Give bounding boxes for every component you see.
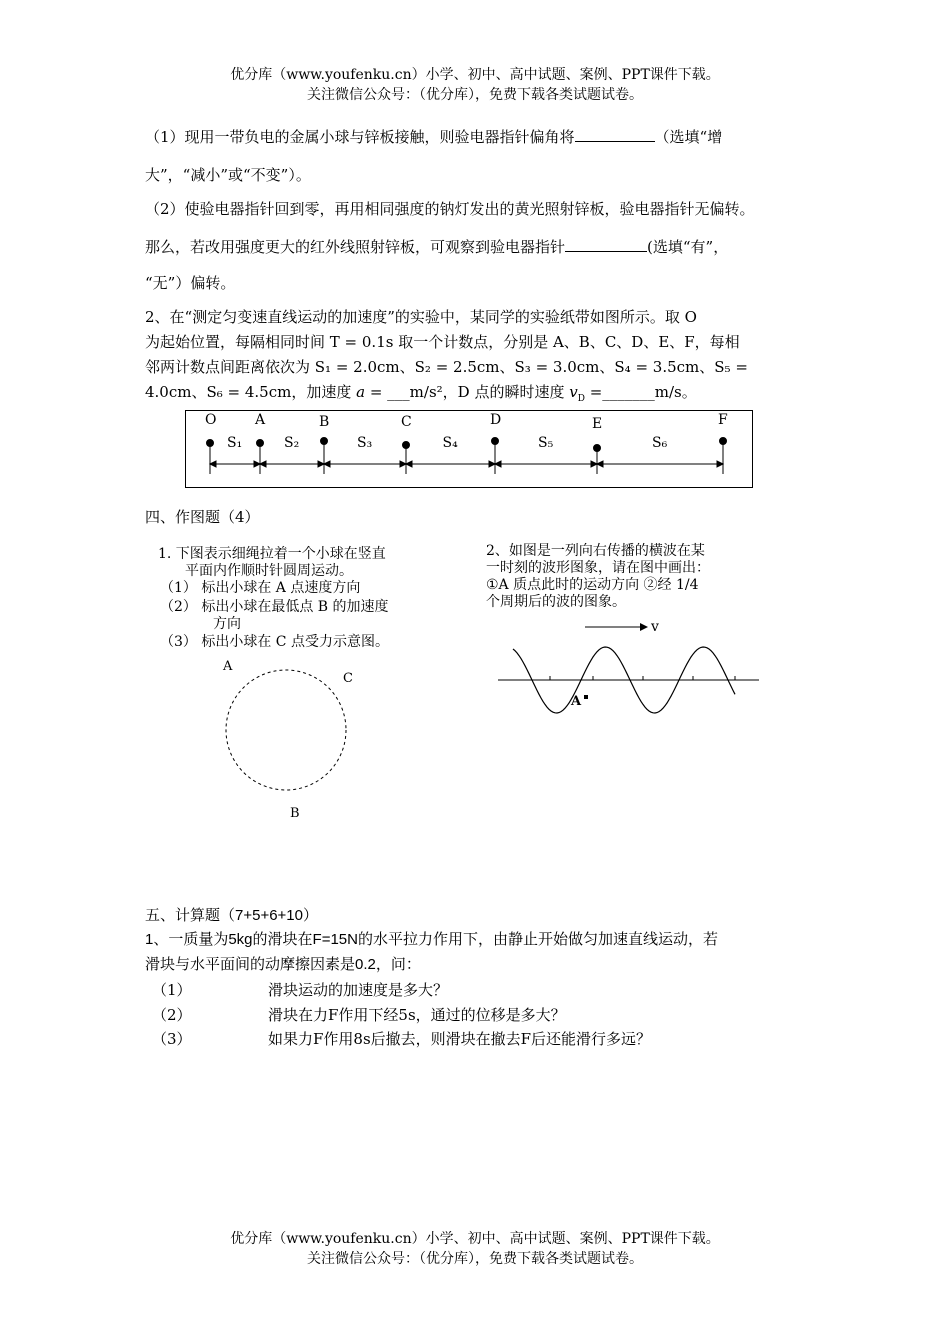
photo-q2-question: 那么，若改用强度更大的红外线照射锌板，可观察到验电器指针 bbox=[145, 238, 566, 256]
tape-q-text-c: =_______m/s。 bbox=[584, 383, 697, 401]
tape-q-line-2: 为起始位置，每隔相同时间 T = 0.1s 取一个计数点，分别是 A、B、C、D、E、F，每相 bbox=[145, 333, 740, 351]
photo-q2-line bbox=[145, 236, 728, 257]
tape-arrow-left bbox=[260, 461, 266, 467]
photo-q1-options: （选填“增 bbox=[654, 128, 723, 146]
velocity-symbol: v bbox=[569, 383, 578, 401]
velocity-label: v bbox=[651, 619, 659, 635]
draw-q2-line-2: 一时刻的波形图象，请在图中画出： bbox=[486, 560, 710, 576]
tape-arrow-left bbox=[597, 461, 603, 467]
draw-q1-item-1: （1） 标出小球在 A 点速度方向 bbox=[160, 580, 361, 596]
draw-q2-line-1: 2、如图是一列向右传播的横波在某 bbox=[486, 543, 705, 559]
draw-q2-line-4: 个周期后的波的图象。 bbox=[486, 594, 626, 610]
particle-a-point bbox=[584, 695, 588, 699]
draw-q2-line-3: ①A 质点此时的运动方向 ②经 1/4 bbox=[486, 577, 699, 593]
footer-line-2: 关注微信公众号：（优分库），免费下载各类试题试卷。 bbox=[307, 1251, 643, 1267]
velocity-subscript: D bbox=[577, 394, 585, 404]
calc-item-2-text: 滑块在力F作用下经5s，通过的位移是多大？ bbox=[268, 1006, 566, 1024]
tape-segment-label: S₆ bbox=[652, 435, 668, 451]
calc-q1-line-2: 滑块与水平面间的动摩擦因素是0.2，问： bbox=[145, 956, 421, 973]
calc-item-3-num: （3） bbox=[152, 1030, 192, 1048]
header-line-2: 关注微信公众号：（优分库），免费下载各类试题试卷。 bbox=[307, 87, 643, 103]
circle-label-b: B bbox=[290, 806, 300, 821]
tape-point-label: D bbox=[490, 412, 502, 428]
tape-segment-label: S₃ bbox=[357, 435, 373, 451]
velocity-arrow-head bbox=[640, 623, 648, 631]
photo-q2-text: （2）使验电器指针回到零，再用相同强度的钠灯发出的黄光照射锌板，验电器指针无偏转。 bbox=[145, 200, 755, 218]
tape-q-line-1: 2、在“测定匀变速直线运动的加速度”的实验中，某同学的实验纸带如图所示。取 O bbox=[145, 308, 697, 326]
draw-q1-item-2-cont: 方向 bbox=[213, 616, 241, 632]
calc-q1-line-1: 1、一质量为5kg的滑块在F=15N的水平拉力作用下，由静止开始做匀加速直线运动，若 bbox=[145, 931, 718, 948]
tape-q-text-a: 4.0cm、S₆ = 4.5cm，加速度 bbox=[145, 383, 357, 401]
tape-segment-label: S₅ bbox=[538, 435, 554, 451]
tape-arrow-left bbox=[406, 461, 412, 467]
tape-arrow-left bbox=[495, 461, 501, 467]
calc-item-1-text: 滑块运动的加速度是多大？ bbox=[268, 981, 449, 999]
draw-q1-line-2: 平面内作顺时针圆周运动。 bbox=[185, 563, 353, 579]
wave-diagram bbox=[495, 612, 765, 722]
tape-point-label: F bbox=[718, 412, 728, 428]
draw-q1-line-1: 1. 下图表示细绳拉着一个小球在竖直 bbox=[158, 546, 386, 562]
tape-point-label: E bbox=[592, 416, 603, 432]
answer-blank-2[interactable] bbox=[565, 237, 647, 252]
tape-q-line-3: 邻两计数点间距离依次为 S₁ = 2.0cm、S₂ = 2.5cm、S₃ = 3.0cm、S₄ = 3.5cm、S₅ = bbox=[145, 358, 748, 376]
calc-item-3-text: 如果力F作用8s后撤去，则滑块在撤去F后还能滑行多远？ bbox=[268, 1030, 652, 1048]
photo-q1-line bbox=[145, 126, 722, 147]
tape-diagram bbox=[185, 410, 753, 488]
photo-q2-options-cont: “无”）偏转。 bbox=[145, 274, 236, 292]
circle-label-a: A bbox=[223, 659, 233, 674]
tape-segment-label: S₂ bbox=[284, 435, 300, 451]
accel-symbol: a bbox=[356, 383, 366, 401]
tape-point-label: C bbox=[401, 414, 412, 430]
tape-segment-label: S₄ bbox=[442, 435, 458, 451]
photo-q1-options-cont: 大”，“减小”或“不变”）。 bbox=[145, 166, 311, 184]
tape-point-label: A bbox=[255, 412, 266, 428]
draw-q1-item-3: （3） 标出小球在 C 点受力示意图。 bbox=[160, 634, 389, 650]
tape-q-text-b: = ___m/s²，D 点的瞬时速度 bbox=[365, 383, 570, 401]
particle-a-label: A bbox=[571, 694, 582, 709]
circle-label-c: C bbox=[343, 671, 353, 686]
circle-diagram bbox=[210, 650, 380, 830]
section-4-title: 四、作图题（4） bbox=[145, 508, 260, 526]
tape-q-line-4 bbox=[145, 381, 697, 404]
photo-q2-options: (选填“有”， bbox=[647, 238, 729, 256]
calc-item-1-num: （1） bbox=[152, 981, 192, 999]
tape-arrow-right bbox=[717, 461, 723, 467]
answer-blank-1[interactable] bbox=[575, 127, 655, 142]
header-line-1: 优分库（www.youfenku.cn）小学、初中、高中试题、案例、PPT课件下载。 bbox=[230, 67, 720, 83]
tape-point-label: B bbox=[319, 414, 330, 430]
calc-item-2-num: （2） bbox=[152, 1006, 192, 1024]
tape-arrow-left bbox=[210, 461, 216, 467]
photo-q1-text: （1）现用一带负电的金属小球与锌板接触，则验电器指针偏角将 bbox=[145, 128, 575, 146]
footer-line-1: 优分库（www.youfenku.cn）小学、初中、高中试题、案例、PPT课件下载。 bbox=[230, 1231, 720, 1247]
circular-path bbox=[226, 670, 346, 790]
tape-segment-label: S₁ bbox=[227, 435, 243, 451]
tape-point-label: O bbox=[205, 412, 217, 428]
tape-arrow-left bbox=[324, 461, 330, 467]
section-5-title: 五、计算题（7+5+6+10） bbox=[145, 907, 318, 924]
draw-q1-item-2: （2） 标出小球在最低点 B 的加速度 bbox=[160, 599, 389, 615]
